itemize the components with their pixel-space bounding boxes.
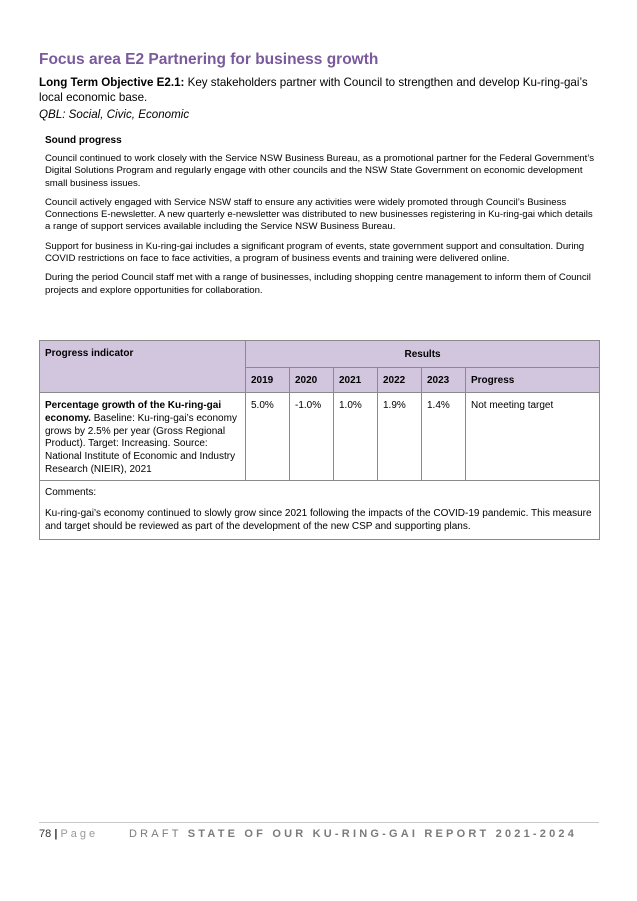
progress-paragraph: Support for business in Ku-ring-gai includes a significant program of events, state government support and consultation. During COVID restrictions on face to face activities, a program of business events and training were delivered online. — [45, 240, 585, 265]
report-name: STATE OF OUR KU-RING-GAI REPORT 2021-2024 — [187, 828, 578, 840]
header-progress-indicator: Progress indicator — [40, 341, 246, 393]
result-value: -1.0% — [290, 393, 334, 481]
page-footer — [39, 822, 599, 840]
draft-label: DRAFT — [129, 828, 182, 840]
objective-text: Key stakeholders partner with Council to strengthen and develop Ku-ring-gai’s local economic base. — [39, 76, 588, 104]
comments-row — [40, 481, 600, 540]
progress-paragraph: During the period Council staff met with a range of businesses, including shopping centre management to inform them of Council projects and explore opportunities for collaboration. — [45, 272, 591, 296]
page-title: Focus area E2 Partnering for business growth — [39, 51, 379, 68]
comments-label: Comments: — [45, 487, 97, 498]
indicator-name: Percentage growth of the Ku-ring-gai economy. — [45, 400, 222, 424]
progress-section — [45, 135, 595, 304]
long-term-objective — [39, 75, 599, 105]
result-value: 1.0% — [334, 393, 378, 481]
result-value: 1.4% — [422, 393, 466, 481]
report-title — [129, 828, 577, 840]
result-value: 1.9% — [378, 393, 422, 481]
indicator-description — [40, 393, 246, 481]
progress-indicator-table — [39, 340, 600, 540]
header-results: Results — [246, 341, 600, 368]
comments-cell — [40, 481, 600, 540]
header-year: 2020 — [290, 368, 334, 393]
page-separator: | — [54, 828, 58, 840]
progress-paragraph: Council actively engaged with Service NSW staff to ensure any activities were widely promoted through Council’s Business Connections E-newsletter. A new quarterly e-newsletter was distributed to new businesses registering in Ku-ring-gai which details a range of support services available including the Service NSW Business Bureau. — [45, 196, 593, 233]
progress-status: Not meeting target — [466, 393, 600, 481]
footer-row — [39, 828, 599, 840]
header-year: 2019 — [246, 368, 290, 393]
progress-paragraph: Council continued to work closely with the Service NSW Business Bureau, as a promotional partner for the Federal Government’s Digital Solutions Program and regularly engage with other councils and the NSW State Government on economic development small business issues. — [45, 153, 595, 189]
qbl-line: QBL: Social, Civic, Economic — [39, 108, 190, 121]
objective-label: Long Term Objective E2.1: — [39, 76, 185, 89]
page-word: Page — [60, 828, 99, 840]
header-year: 2021 — [334, 368, 378, 393]
header-progress: Progress — [466, 368, 600, 393]
header-year: 2023 — [422, 368, 466, 393]
comments-text: Ku-ring-gai’s economy continued to slowly grow since 2021 following the impacts of the COVID-19 pandemic. This measure and target should be reviewed as part of the development of the new CSP and supporting plans. — [45, 507, 592, 532]
page-number: 78 — [39, 828, 52, 840]
header-year: 2022 — [378, 368, 422, 393]
progress-status-heading: Sound progress — [45, 135, 122, 146]
indicator-details: Baseline: Ku-ring-gai’s economy grows by 2.5% per year (Gross Regional Product). Target: Increasing. Source: National Institute of Economic and Industry Research (NIEIR), 2021 — [45, 412, 237, 475]
table-row — [40, 393, 600, 481]
result-value: 5.0% — [246, 393, 290, 481]
